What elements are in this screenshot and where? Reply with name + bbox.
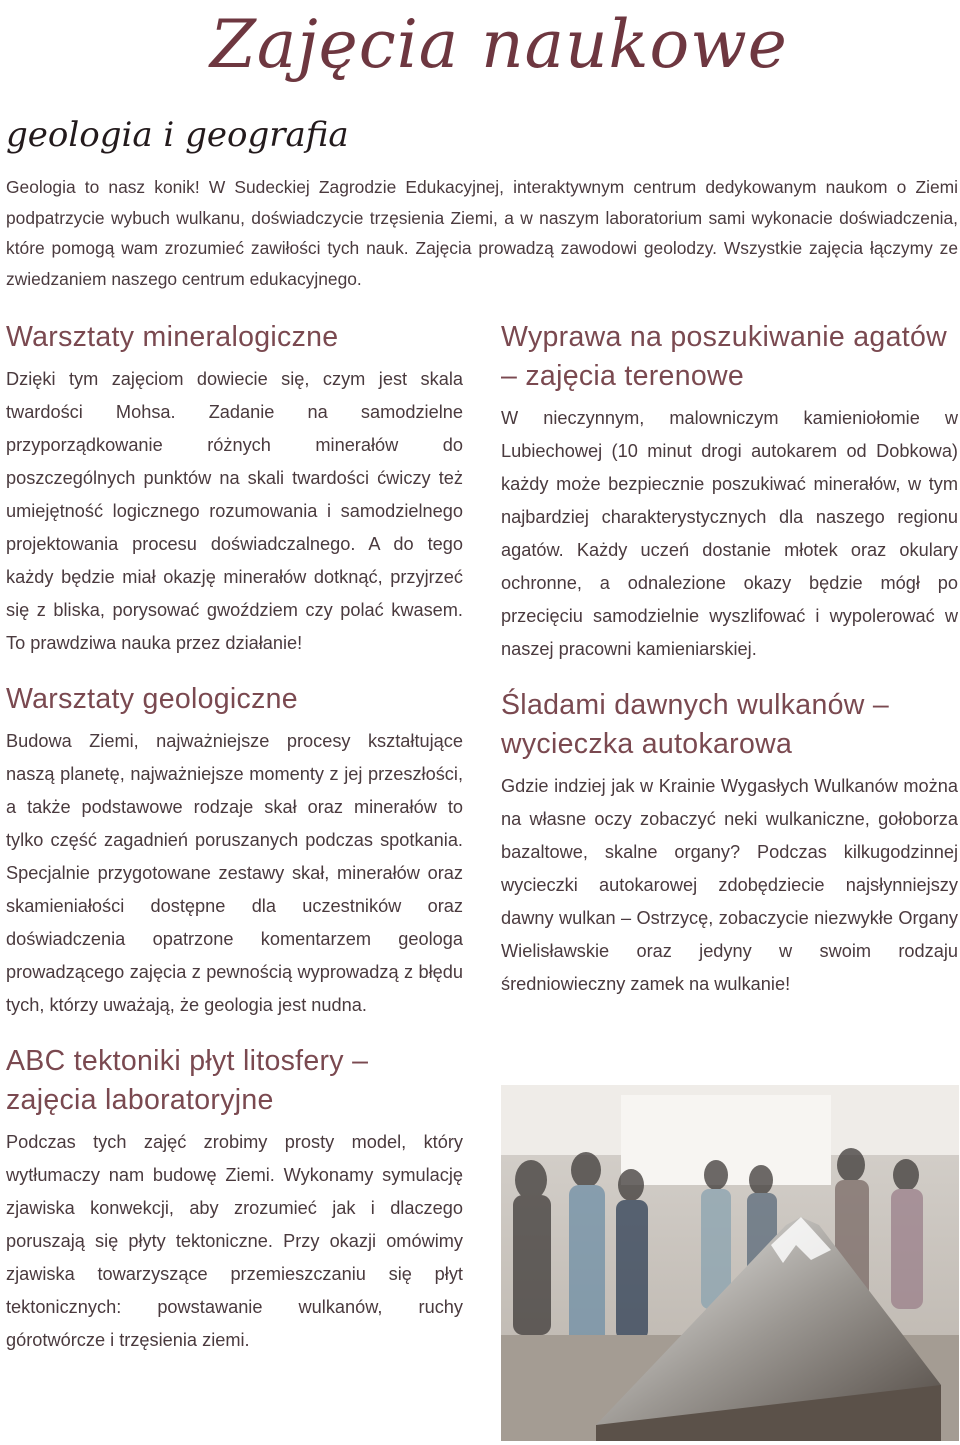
section-agates [501,318,958,666]
section-heading: ABC tektoniki płyt litosfery – zajęcia laboratoryjne [6,1045,369,1116]
page-title: Zajęcia naukowe [210,6,788,83]
section-geological [6,680,463,1022]
right-column [501,318,958,1021]
intro-paragraph: Geologia to nasz konik! W Sudeckiej Zagrodzie Edukacyjnej, interaktywnym centrum dedykowanym naukom o Ziemi podpatrzycie wybuch wulkanu, doświadczycie trzęsienia Ziemi, a w naszym laboratorium sami wykonacie doświadczenia, które pomogą wam zrozumieć zawiłości tych nauk. Zajęcia prowadzą zawodowi geolodzy. Wszystkie zajęcia łączymy ze zwiedzaniem naszego centrum edukacyjnego. [6,177,958,289]
left-column [6,318,463,1377]
section-heading: Warsztaty geologiczne [6,683,298,715]
section-body: Podczas tych zajęć zrobimy prosty model, który wytłumaczy nam budowę Ziemi. Wykonamy symulację zjawiska konwekcji, aby zrozumieć jak i dlaczego poruszają się płyty tektoniczne. Przy okazji omówimy zjawiska towarzyszące przemieszczaniu się płyt tektonicznych: powstawanie wulkanów, ruchy górotwórcze i trzęsienia ziemi. [6,1132,463,1350]
section-heading: Śladami dawnych wulkanów – wycieczka autokarowa [501,689,889,760]
section-heading: Wyprawa na poszukiwanie agatów – zajęcia terenowe [501,321,947,392]
section-tectonics [6,1042,463,1357]
section-body: Budowa Ziemi, najważniejsze procesy kształtujące naszą planetę, najważniejsze momenty z jej przeszłości, a także podstawowe rodzaje skał oraz minerałów to tylko część zagadnień poruszanych podczas spotkania. Specjalnie przygotowane zestawy skał, minerałów oraz skamieniałości dostępne dla uczestników oraz doświadczenia opatrzone komentarzem geologa prowadzącego zajęcia z pewnością wyprowadzą z błędu tych, którzy uważają, że geologia jest nudna. [6,731,463,1015]
page-subtitle: geologia i geografia [6,115,349,155]
section-body: Dzięki tym zajęciom dowiecie się, czym jest skala twardości Mohsa. Zadanie na samodzielne przyporządkowanie różnych minerałów do poszczególnych punktów na skali twardości ćwiczy też umiejętność logicznego rozumowania i samodzielnego projektowania procesu doświadczalnego. A do tego każdy będzie miał okazję minerałów dotknąć, przyjrzeć się z bliska, porysować gwoździem czy polać kwasem. To prawdziwa nauka przez działanie! [6,369,463,653]
section-body: Gdzie indziej jak w Krainie Wygasłych Wulkanów można na własne oczy zobaczyć neki wulkaniczne, gołoborza bazaltowe, skalne organy? Podczas kilkugodzinnej wycieczki autokarowej zdobędziecie najsłynniejszy dawny wulkan – Ostrzycę, zobaczycie niezwykłe Organy Wielisławskie oraz jedyny w swoim rodzaju średniowieczny zamek na wulkanie! [501,776,958,994]
section-body: W nieczynnym, malowniczym kamieniołomie w Lubiechowej (10 minut drogi autokarem od Dobkowa) każdy może bezpiecznie poszukiwać minerałów, w tym najbardziej charakterystycznych dla naszego regionu agatów. Każdy uczeń dostanie młotek oraz okulary ochronne, a odnalezione okazy będzie mógł po przecięciu samodzielnie wyszlifować i wypolerować w naszej pracowni kamieniarskiej. [501,408,958,659]
section-volcanoes [501,686,958,1001]
section-heading: Warsztaty mineralogiczne [6,321,339,353]
volcano-model-photo [501,1085,959,1441]
section-mineralogical [6,318,463,660]
